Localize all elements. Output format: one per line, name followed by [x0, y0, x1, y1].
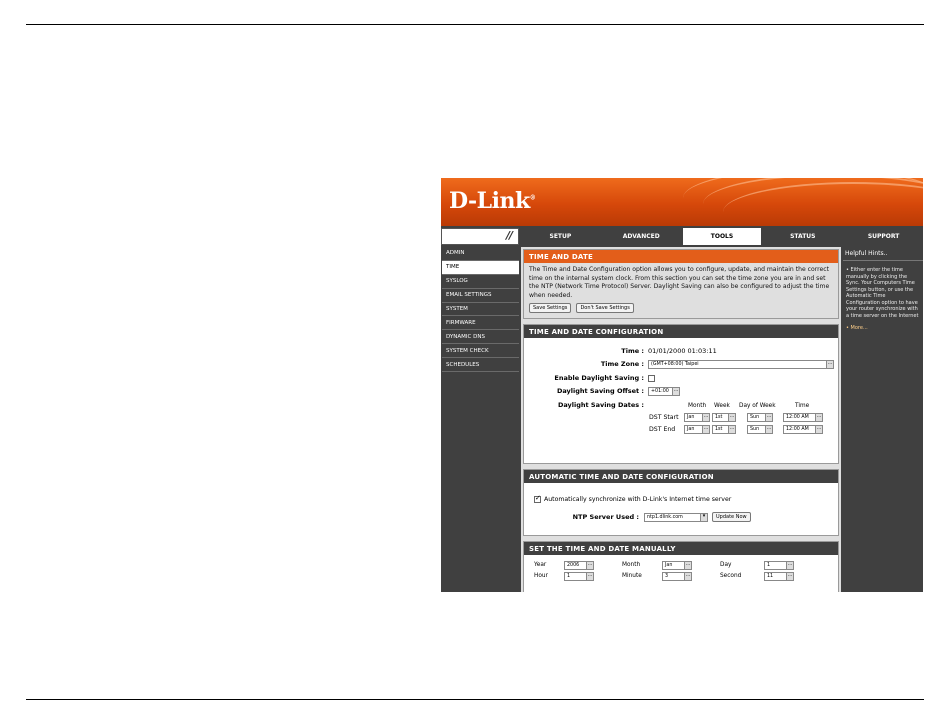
dst-end-time[interactable]: 12:00 AM ... — [783, 425, 823, 434]
dst-end-week[interactable]: 1st ... — [712, 425, 736, 434]
chevron-down-icon: ... — [816, 425, 822, 431]
auto-config-panel — [523, 469, 839, 536]
chevron-down-icon: ... — [587, 572, 593, 578]
dlink-logo: D-Link® — [449, 188, 536, 214]
dst-end-dow[interactable]: Sun ... — [747, 425, 773, 434]
year-select[interactable]: 2006 ... — [564, 561, 594, 570]
helpful-hints-panel — [843, 247, 923, 592]
minute-label: Minute — [622, 573, 642, 579]
chevron-down-icon: ... — [685, 572, 691, 578]
tab-status[interactable]: STATUS — [763, 228, 842, 245]
day-select[interactable]: 1 ... — [764, 561, 794, 570]
hour-label: Hour — [534, 573, 548, 579]
chevron-down-icon: ... — [703, 413, 709, 419]
top-rule — [26, 24, 924, 25]
day-label: Day — [720, 562, 732, 568]
dst-end-month[interactable]: Jan ... — [684, 425, 710, 434]
year-label: Year — [534, 562, 547, 568]
top-nav — [441, 228, 923, 245]
banner — [441, 178, 923, 226]
chevron-down-icon: ... — [787, 572, 793, 578]
chevron-down-icon: ... — [729, 413, 735, 419]
dst-offset-label: Daylight Saving Offset : — [556, 387, 644, 395]
check-icon: ✓ — [535, 494, 541, 502]
auto-sync-label: Automatically synchronize with D-Link's Internet time server — [544, 496, 732, 503]
time-config-panel — [523, 324, 839, 464]
dst-offset-select[interactable]: +01:00 ... — [648, 387, 680, 396]
sidebar-item-syslog[interactable]: SYSLOG — [442, 275, 519, 289]
sidebar-item-schedules[interactable]: SCHEDULES — [442, 358, 519, 372]
sidebar-item-email-settings[interactable]: EMAIL SETTINGS — [442, 289, 519, 303]
bottom-rule — [26, 699, 924, 700]
chevron-down-icon: ▾ — [700, 514, 707, 521]
dst-enable-label: Enable Daylight Saving : — [554, 374, 644, 382]
chevron-down-icon: ... — [673, 387, 679, 393]
ntp-server-select[interactable]: ntp1.dlink.com ▾ — [644, 513, 708, 522]
dst-dates-label: Daylight Saving Dates : — [557, 401, 644, 409]
dst-enable-checkbox[interactable] — [648, 375, 655, 382]
dst-start-month[interactable]: Jan ... — [684, 413, 710, 422]
tab-support[interactable]: SUPPORT — [844, 228, 923, 245]
tab-advanced[interactable]: ADVANCED — [602, 228, 681, 245]
dst-end-label: DST End — [649, 426, 676, 433]
col-time: Time — [795, 403, 810, 409]
chevron-down-icon: ... — [587, 561, 593, 567]
auto-title: AUTOMATIC TIME AND DATE CONFIGURATION — [524, 470, 838, 483]
bullet-icon: • — [846, 267, 851, 273]
config-title: TIME AND DATE CONFIGURATION — [524, 325, 838, 338]
tab-setup[interactable]: SETUP — [521, 228, 600, 245]
intro-text: The Time and Date Configuration option allows you to configure, update, and maintain the correct time on the internal system clock. From this section you can set the time zone you are in and set the NTP (Network Time Protocol) Server. Daylight Saving can also be configured to adjust the time when needed. — [529, 266, 830, 299]
dst-start-dow[interactable]: Sun ... — [747, 413, 773, 422]
chevron-down-icon: ... — [827, 360, 833, 366]
intro-title: TIME AND DATE — [524, 250, 838, 263]
chevron-down-icon: ... — [703, 425, 709, 431]
dst-start-time[interactable]: 12:00 AM ... — [783, 413, 823, 422]
dst-start-label: DST Start — [649, 414, 679, 421]
time-label: Time : — [621, 347, 644, 355]
save-settings-button[interactable]: Save Settings — [529, 303, 571, 313]
chevron-down-icon: ... — [766, 413, 772, 419]
chevron-down-icon: ... — [766, 425, 772, 431]
timezone-label: Time Zone : — [600, 360, 644, 368]
ntp-label: NTP Server Used : — [572, 513, 639, 521]
auto-sync-checkbox[interactable] — [534, 496, 541, 503]
time-value: 01/01/2000 01:03:11 — [648, 347, 717, 355]
intro-panel — [523, 249, 839, 319]
chevron-down-icon: ... — [729, 425, 735, 431]
sidebar-item-admin[interactable]: ADMIN — [442, 247, 519, 261]
chevron-down-icon: ... — [685, 561, 691, 567]
manual-config-panel — [523, 541, 839, 592]
dont-save-settings-button[interactable]: Don't Save Settings — [576, 303, 633, 313]
col-dow: Day of Week — [739, 403, 776, 409]
sidebar-item-time[interactable]: TIME — [442, 261, 519, 275]
col-month: Month — [688, 403, 707, 409]
hour-select[interactable]: 1 ... — [564, 572, 594, 581]
chevron-down-icon: ... — [816, 413, 822, 419]
tab-tools[interactable]: TOOLS — [683, 228, 762, 245]
minute-select[interactable]: 3 ... — [662, 572, 692, 581]
sidebar-item-firmware[interactable]: FIRMWARE — [442, 316, 519, 330]
sidebar-item-system[interactable]: SYSTEM — [442, 303, 519, 317]
chevron-down-icon: ... — [787, 561, 793, 567]
second-label: Second — [720, 573, 742, 579]
more-link[interactable]: • More... — [846, 325, 868, 331]
dst-start-week[interactable]: 1st ... — [712, 413, 736, 422]
month-select[interactable]: Jan ... — [662, 561, 692, 570]
manual-title: SET THE TIME AND DATE MANUALLY — [524, 542, 838, 555]
model-box: // — [441, 228, 519, 245]
col-week: Week — [714, 403, 730, 409]
timezone-select[interactable]: (GMT+08:00) Taipei ... — [648, 360, 834, 369]
sidebar — [442, 247, 519, 372]
hints-title: Helpful Hints.. — [843, 247, 923, 261]
second-select[interactable]: 11 ... — [764, 572, 794, 581]
sidebar-item-dynamic-dns[interactable]: DYNAMIC DNS — [442, 330, 519, 344]
update-now-button[interactable]: Update Now — [712, 512, 751, 522]
month-label: Month — [622, 562, 641, 568]
hints-text: Either enter the time manually by clicking the Sync. Your Computers Time Settings button, or use the Automatic Time Configuration option to have your router synchronize with a time server on the Internet — [846, 267, 919, 319]
sidebar-item-system-check[interactable]: SYSTEM CHECK — [442, 344, 519, 358]
main-content — [521, 247, 841, 592]
router-screenshot — [441, 178, 923, 592]
